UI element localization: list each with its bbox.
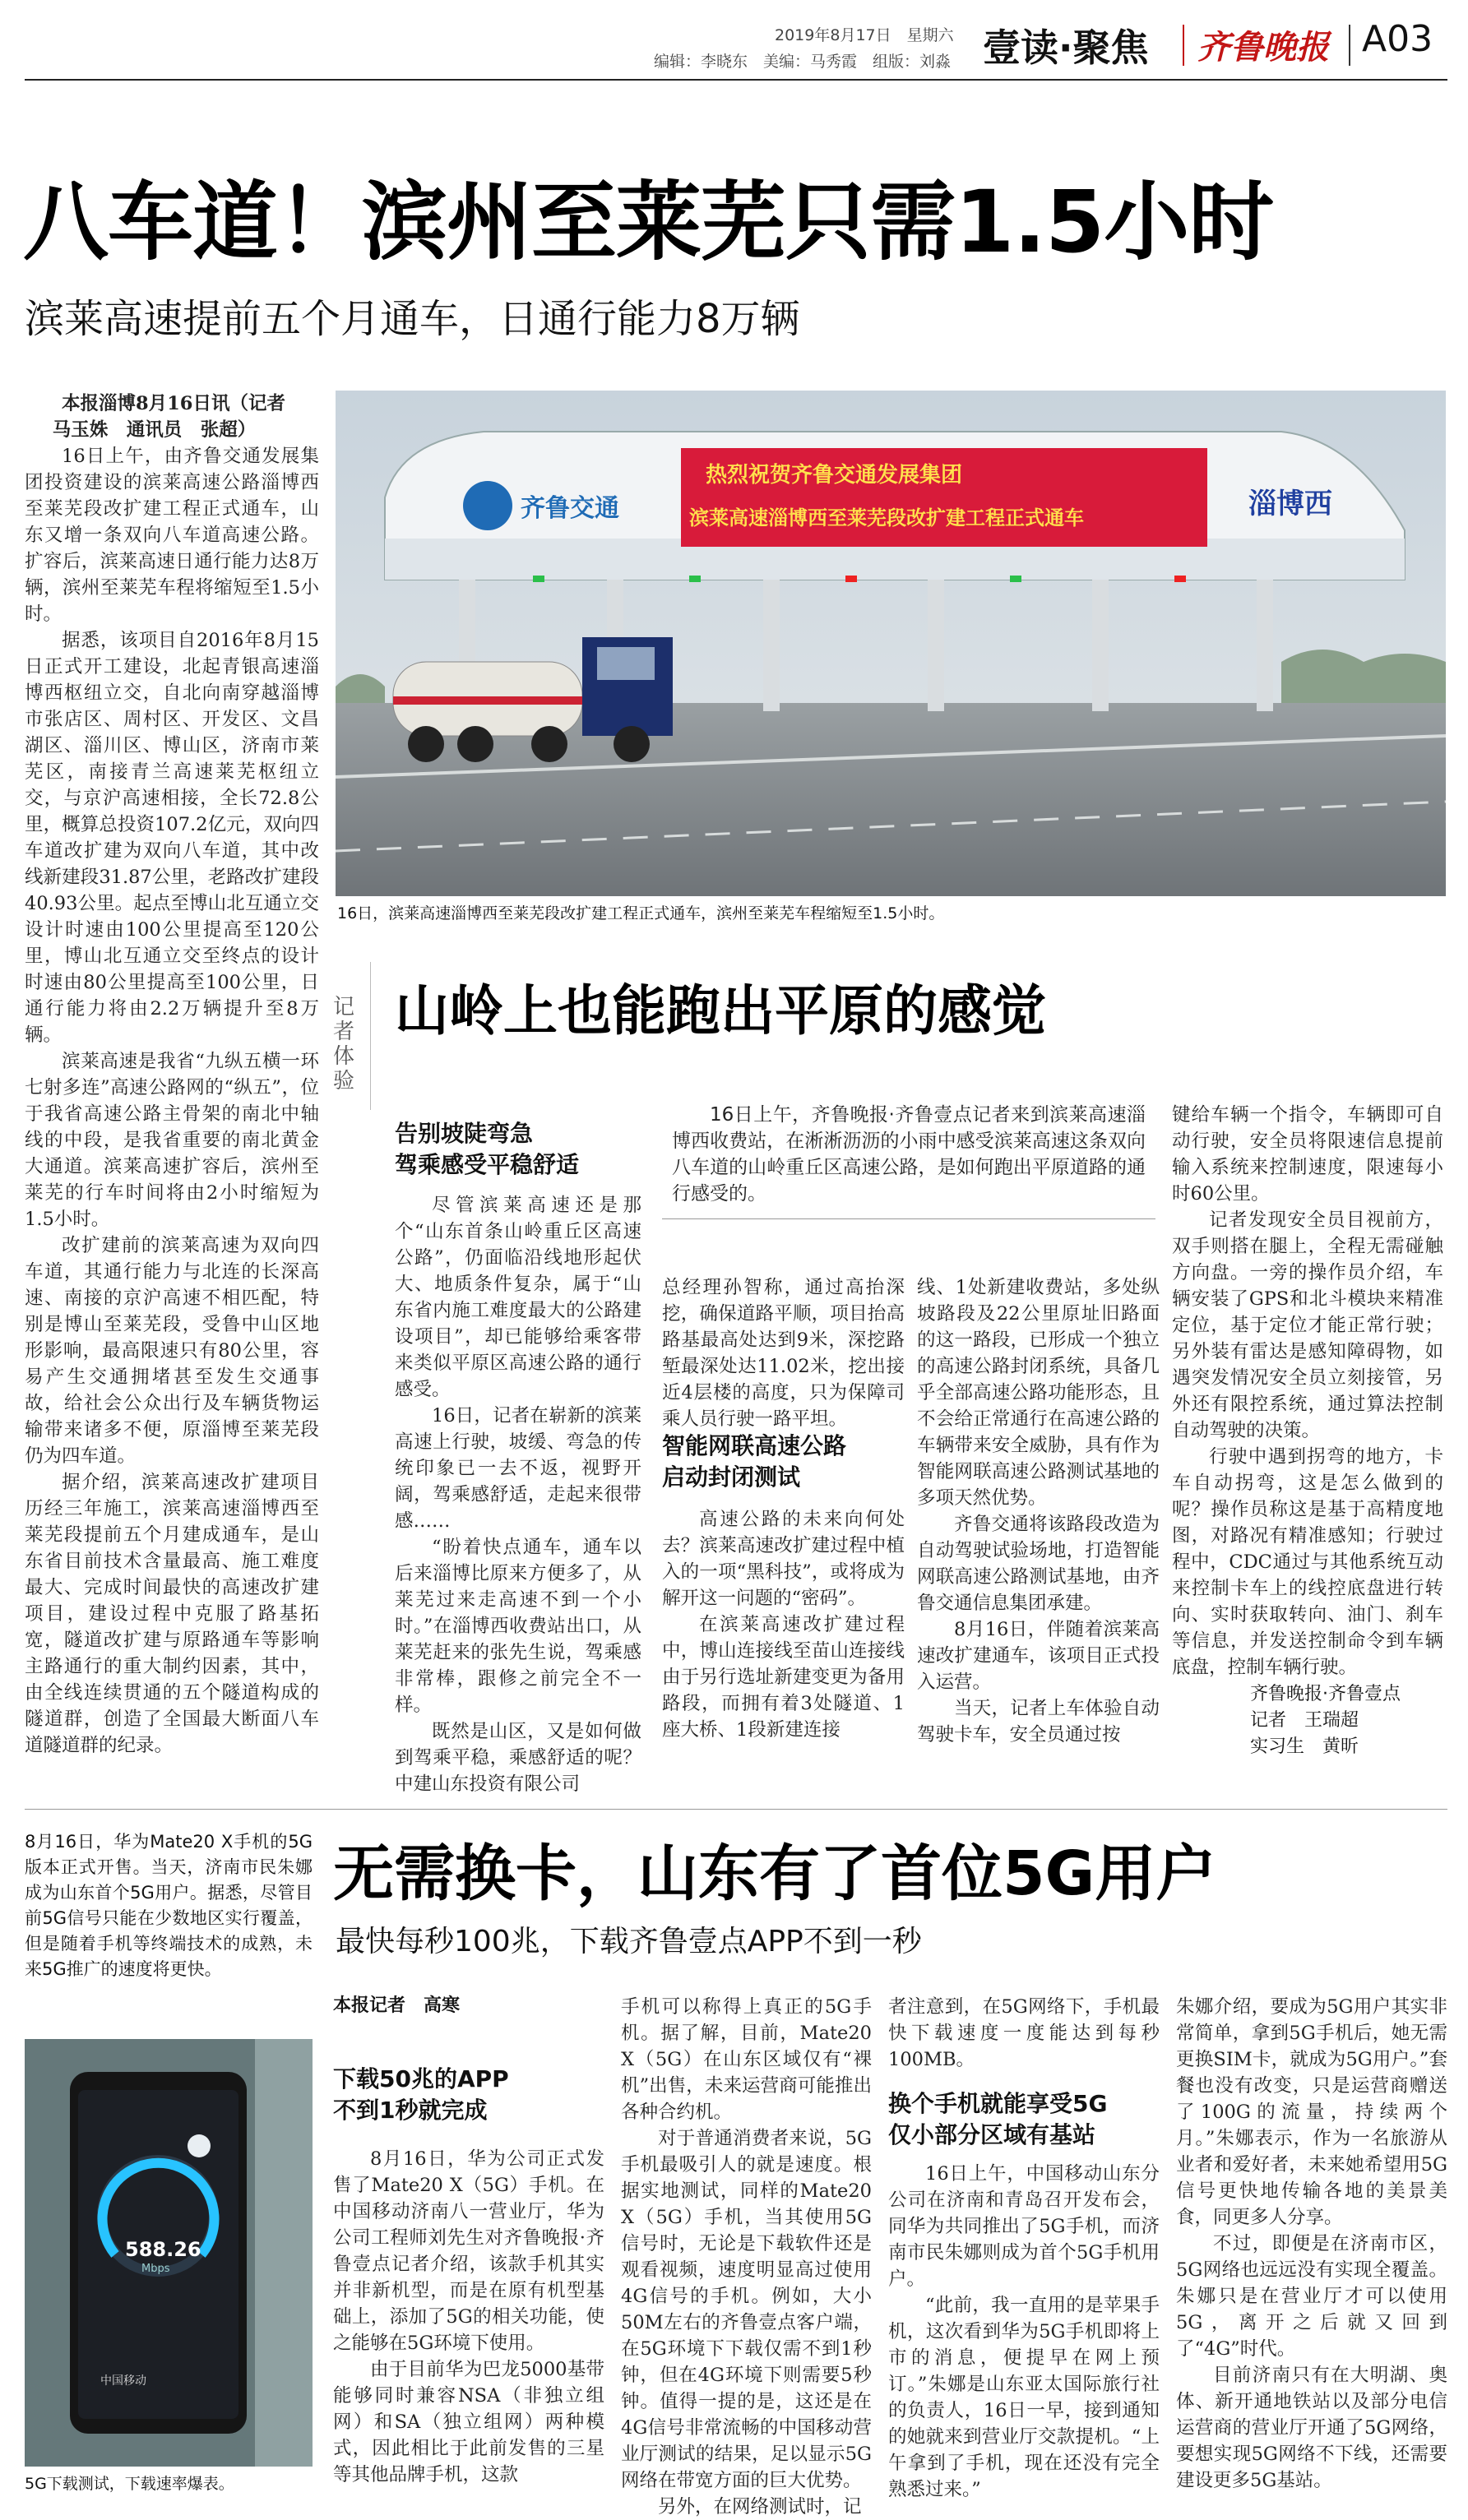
issue-date: 2019年8月17日 星期六 [775, 26, 954, 44]
story3-paragraph: 对于普通消费者来说，5G手机最吸引人的就是速度。根据实地测试，同样的Mate20 X（5G）手机，当其使用5G信号时，无论是下载软件还是观看视频，速度明显高过使用4G信号的手机。例如，大小50M左右的齐鲁壹点客户端，在5G环境下下载仅需不到1秒钟，但在4G环境下则需要5秒钟。值得一提的是，这还是在4G信号非常流畅的中国移动营业厅测试的结果，足以显示5G网络在带宽方面的巨大优势。 [621, 2128, 872, 2491]
signature-line: 齐鲁晚报·齐鲁壹点 [1250, 1684, 1401, 1704]
story3-subhead-1: 下载50兆的APP 不到1秒就完成 [333, 2065, 509, 2124]
story1-byline: 马玉姝 通讯员 张超） [52, 419, 257, 441]
story3-headline: 无需换卡，山东有了首位5G用户 [333, 1838, 1217, 1909]
story2-headline: 山岭上也能跑出平原的感觉 [395, 979, 1046, 1043]
toll-station-photo [336, 391, 1446, 896]
speed-unit: Mbps [141, 2263, 170, 2275]
story2-lead [662, 1102, 1155, 1219]
story3-paragraph: 由于目前华为巴龙5000基带能够同时兼容NSA（非独立组网）和SA（独立组网）两种模式，因此相比于此前发售的三星等其他品牌手机，这款 [333, 2359, 604, 2485]
story2-column-4 [1172, 1102, 1443, 1681]
paper-logo: 齐鲁晚报 [1197, 28, 1329, 67]
story2-paragraph: 高速公路的未来向何处去？滨莱高速改扩建过程中植入的一项“黑科技”，或将成为解开这一问题的“密码”。 [662, 1509, 905, 1609]
story2-subhead-1: 告别坡陡弯急 驾乘感受平稳舒适 [395, 1120, 580, 1178]
carrier-label: 中国移动 [100, 2374, 146, 2388]
story3-subheadline: 最快每秒100兆，下载齐鲁壹点APP不到一秒 [336, 1925, 922, 1958]
masthead-rule [25, 79, 1447, 81]
story1-subheadline: 滨莱高速提前五个月通车，日通行能力8万辆 [25, 296, 800, 342]
story3-column-3b [888, 2161, 1160, 2503]
story2-paragraph: 当天，记者上车体验自动驾驶卡车，安全员通过按 [917, 1698, 1160, 1746]
story2-paragraph: 在滨莱高速改扩建过程中，博山连接线至苗山连接线由于另行选址新建变更为备用路段，而拥有着3处隧道、1座大桥、1段新建连接 [662, 1614, 905, 1741]
story3-byline: 本报记者 高寒 [333, 1995, 461, 2016]
story2-column-1 [395, 1192, 641, 1797]
kicker-divider [370, 962, 371, 1110]
story2-subhead-2: 智能网联高速公路 启动封闭测试 [662, 1432, 847, 1491]
story2-paragraph: “盼着快点通车，通车以后来淄博比原来方便多了，从莱芜过来走高速不到一个小时。”在淄博西收费站出口，从莱芜赶来的张先生说，驾乘感非常棒，跟修之前完全不一样。 [395, 1537, 641, 1716]
story3-column-2 [621, 1994, 872, 2520]
story1-dateline: 本报淄博8月16日讯（记者 [62, 393, 285, 414]
story3-subhead-2: 换个手机就能享受5G 仅小部分区域有基站 [888, 2090, 1108, 2148]
story3-paragraph: “此前，我一直用的是苹果手机，这次看到华为5G手机即将上市的消息，便提早在网上预订。”朱娜是山东亚太国际旅行社的负责人，16日一早，接到通知的她就来到营业厅交款提机。“上午拿到了手机，现在还没有完全熟悉过来。” [888, 2295, 1160, 2500]
story1-paragraph: 据悉，该项目自2016年8月15日正式开工建设，北起青银高速淄博西枢纽立交，自北向南穿越淄博市张店区、周村区、开发区、文昌湖区、淄川区、博山区，济南市莱芜区，南接青兰高速莱芜枢纽立交，与京沪高速相接，全长72.8公里，概算总投资107.2亿元，双向四车道改扩建为双向八车道，其中改线新建段31.87公里，老路改扩建段40.93公里。起点至博山北互通立交设计时速由100公里提高至120公里，博山北互通立交至终点的设计时速由80公里提高至100公里，日通行能力将由2.2万辆提升至8万辆。 [25, 630, 319, 1046]
story2-paragraph: 线、1处新建收费站，多处纵坡路段及22公里原址旧路面的这一路段，已形成一个独立的高速公路封闭系统，具备几乎全部高速公路功能形态，且不会给正常通行在高速公路的车辆带来安全威胁，具有作为智能网联高速公路测试基地的多项天然优势。 [917, 1277, 1160, 1509]
photo1-caption: 16日，滨莱高速淄博西至莱芜段改扩建工程正式通车，滨州至莱芜车程缩短至1.5小时。 [337, 904, 945, 922]
story3-column-3 [888, 1994, 1160, 2073]
speed-value: 588.26 [125, 2238, 201, 2261]
sign-station-name: 淄博西 [1248, 488, 1332, 520]
story2-paragraph: 既然是山区，又是如何做到驾乘平稳，乘感舒适的呢？中建山东投资有限公司 [395, 1721, 641, 1795]
sign-banner-line1: 热烈祝贺齐鲁交通发展集团 [706, 463, 963, 488]
section-rule [25, 1809, 1447, 1810]
story1-paragraph: 据介绍，滨莱高速改扩建项目历经三年施工，滨莱高速淄博西至莱芜段提前五个月建成通车，是山东省目前技术含量最高、施工难度最大、完成时间最快的高速改扩建项目，建设过程中克服了路基拓宽，隧道改扩建与原路通车等影响主路通行的重大制约因素，其中，由全线连续贯通的五个隧道构成的隧道群，创造了全国最大断面八车道隧道群的纪录。 [25, 1472, 319, 1756]
signature-line: 实习生 黄昕 [1250, 1736, 1359, 1757]
story2-paragraph: 尽管滨莱高速还是那个“山东首条山岭重丘区高速公路”，仍面临沿线地形起伏大、地质条件复杂，属于“山东省内施工难度最大的公路建设项目”，却已能够给乘客带来类似平原区高速公路的通行感受。 [395, 1195, 641, 1400]
story3-column-1 [333, 2146, 604, 2488]
header-divider [1183, 25, 1184, 66]
story3-paragraph: 者注意到，在5G网络下，手机最快下载速度一度能达到每秒100MB。 [888, 1996, 1160, 2070]
story1-paragraph: 滨莱高速是我省“九纵五横一环七射多连”高速公路网的“纵五”，位于我省高速公路主骨架的南北中轴线的中段，是我省重要的南北黄金大通道。滨莱高速扩容后，滨州至莱芜的行车时间将由2小时缩短为1.5小时。 [25, 1051, 319, 1230]
page-number: A03 [1362, 18, 1433, 60]
story1-body [25, 391, 319, 1759]
story3-paragraph: 手机可以称得上真正的5G手机。据了解，目前，Mate20 X（5G）在山东区域仅有“裸机”出售，未来运营商可能推出各种合约机。 [621, 1996, 872, 2123]
phone-speedtest-photo [25, 2039, 313, 2467]
story2-paragraph: 键给车辆一个指令，车辆即可自动行驶，安全员将限速信息提前输入系统来控制速度，限速每小时60公里。 [1172, 1104, 1443, 1205]
story2-paragraph: 行驶中遇到拐弯的地方，卡车自动拐弯，这是怎么做到的呢？操作员称这是基于高精度地图，对路况有精准感知；行驶过程中，CDC通过与其他系统互动来控制卡车上的线控底盘进行转向、实时获取转向、油门、刹车等信息，并发送控制命令到车辆底盘，控制车辆行驶。 [1172, 1446, 1443, 1678]
story2-column-3 [917, 1274, 1160, 1748]
story2-paragraph: 8月16日，伴随着滨莱高速改扩建通车，该项目正式投入运营。 [917, 1619, 1160, 1693]
story1-paragraph: 16日上午，由齐鲁交通发展集团投资建设的滨莱高速公路淄博西至莱芜段改扩建工程正式通车，山东又增一条双向八车道高速公路。扩容后，滨莱高速日通行能力达8万辆，滨州至莱芜车程将缩短至1.5小时。 [25, 446, 319, 625]
story3-paragraph: 目前济南只有在大明湖、奥体、新开通地铁站以及部分电信运营商的营业厅开通了5G网络，要想实现5G网络不下线，还需要建设更多5G基站。 [1176, 2365, 1447, 2491]
story1-paragraph: 改扩建前的滨莱高速为双向四车道，其通行能力与北连的长深高速、南接的京沪高速不相匹配，特别是博山至莱芜段，受鲁中山区地形影响，最高限速只有80公里，容易产生交通拥堵甚至发生交通事故，给社会公众出行及车辆货物运输带来诸多不便，原淄博至莱芜段仍为四车道。 [25, 1235, 319, 1467]
story2-paragraph: 16日，记者在崭新的滨莱高速上行驶，坡缓、弯急的传统印象已一去不返，视野开阔，驾乘感舒适，走起来很带感…… [395, 1405, 641, 1532]
story2-column-2b [662, 1506, 905, 1743]
signature-line: 记者 王瑞超 [1250, 1710, 1359, 1731]
story2-lead-text: 16日上午，齐鲁晚报·齐鲁壹点记者来到滨莱高速淄博西收费站，在淅淅沥沥的小雨中感受滨莱高速这条双向八车道的山岭重丘区高速公路，是如何跑出平原道路的通行感受的。 [672, 1104, 1146, 1205]
editors-line: 编辑：李晓东 美编：马秀霞 组版：刘淼 [654, 53, 952, 71]
story2-kicker: 记者体验 [333, 995, 355, 1094]
sign-brand: 齐鲁交通 [521, 494, 619, 523]
story3-paragraph: 不过，即便是在济南市区，5G网络也远远没有实现全覆盖。朱娜只是在营业厅才可以使用5G，离开之后就又回到了“4G”时代。 [1176, 2233, 1447, 2360]
story3-paragraph: 另外，在网络测试时，记 [658, 2496, 862, 2518]
story2-paragraph: 总经理孙智称，通过高抬深挖，确保道路平顺，项目抬高路基最高处达到9米，深挖路堑最深处达11.02米，挖出接近4层楼的高度，只为保障司乘人员行驶一路平坦。 [662, 1277, 905, 1430]
story2-signature [1250, 1681, 1401, 1760]
section-title: 壹读·聚焦 [983, 25, 1149, 70]
story2-paragraph: 记者发现安全员目视前方，双手则搭在腿上，全程无需碰触方向盘。一旁的操作员介绍，车辆安装了GPS和北斗模块来精准定位，基于定位才能正常行驶；另外装有雷达是感知障碍物，如遇突发情况安全员立刻接管，另外还有限控系统，通过算法控制自动驾驶的决策。 [1172, 1209, 1443, 1441]
story2-paragraph: 齐鲁交通将该路段改造为自动驾驶试验场地，打造智能网联高速公路测试基地，由齐鲁交通信息集团承建。 [917, 1514, 1160, 1614]
sign-banner-line2: 滨莱高速淄博西至莱芜段改扩建工程正式通车 [689, 506, 1084, 529]
story3-column-4 [1176, 1994, 1447, 2494]
story3-paragraph: 朱娜介绍，要成为5G用户其实非常简单，拿到5G手机后，她无需更换SIM卡，就成为5G用户。”套餐也没有改变，只是运营商赠送了100G的流量，持续两个月。”朱娜表示，作为一名旅游从业者和爱好者，未来她希望用5G信号更快地传输各地的美景美食，同更多人分享。 [1176, 1996, 1447, 2228]
phone-photo-caption: 5G下载测试，下载速率爆表。 [25, 2475, 234, 2493]
story3-paragraph: 8月16日，华为公司正式发售了Mate20 X（5G）手机。在中国移动济南八一营业厅，华为公司工程师刘先生对齐鲁晚报·齐鲁壹点记者介绍，该款手机其实并非新机型，而是在原有机型基础上，添加了5G的相关功能，使之能够在5G环境下使用。 [333, 2148, 604, 2354]
story1-headline: 八车道！滨州至莱芜只需1.5小时 [23, 172, 1274, 272]
story3-intro: 8月16日，华为Mate20 X手机的5G版本正式开售。当天，济南市民朱娜成为山东首个5G用户。据悉，尽管目前5G信号只能在少数地区实行覆盖，但是随着手机等终端技术的成熟，未来5G推广的速度将更快。 [25, 1832, 313, 1979]
story3-paragraph: 16日上午，中国移动山东分公司在济南和青岛召开发布会，同华为共同推出了5G手机，而济南市民朱娜则成为首个5G手机用户。 [888, 2163, 1160, 2290]
header-divider-2 [1349, 25, 1350, 66]
story2-column-2 [662, 1274, 905, 1432]
